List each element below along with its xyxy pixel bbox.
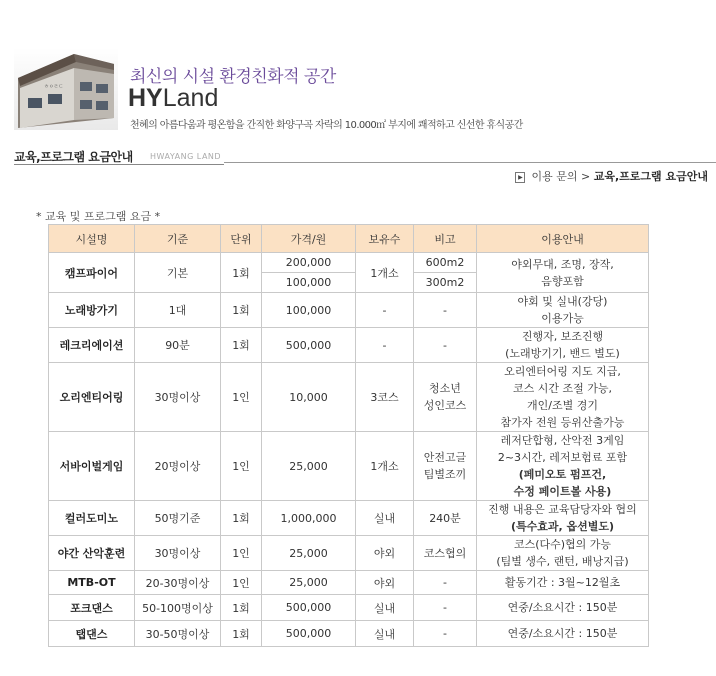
cell-name: 컬러도미노	[49, 501, 135, 536]
cell-note: -	[414, 293, 477, 328]
cell-count: -	[356, 293, 414, 328]
table-row	[49, 595, 649, 621]
cell-info	[477, 536, 649, 571]
cell-count: 야외	[356, 571, 414, 595]
cell-price: 500,000	[262, 621, 356, 647]
cell-price: 500,000	[262, 328, 356, 363]
cell-info	[477, 293, 649, 328]
breadcrumb	[515, 168, 708, 184]
cell-unit: 1회	[221, 293, 262, 328]
table-row	[49, 328, 649, 363]
cell-name: 레크리에이션	[49, 328, 135, 363]
cell-price: 25,000	[262, 432, 356, 501]
cell-count: 실내	[356, 501, 414, 536]
cell-info: 연중/소요시간 : 150분	[477, 595, 649, 621]
cell-name: 서바이벌게임	[49, 432, 135, 501]
info-line: 음향포함	[541, 274, 584, 288]
cell-count: 야외	[356, 536, 414, 571]
note-line: 청소년	[429, 382, 461, 395]
info-line: 코스(다수)협의 가능	[513, 538, 612, 551]
page-title: 교육,프로그램 요금안내	[14, 150, 133, 164]
cell-price: 25,000	[262, 536, 356, 571]
cell-price: 10,000	[262, 363, 356, 432]
col-header-count: 보유수	[356, 225, 414, 253]
cell-unit: 1회	[221, 595, 262, 621]
cell-note: -	[414, 595, 477, 621]
page-title-en: HWAYANG LAND	[150, 152, 222, 161]
cell-note: 600m2	[414, 253, 477, 273]
info-line: 참가자 전원 등위산출가능	[500, 416, 625, 429]
arrow-right-icon: ▶	[515, 172, 525, 183]
info-line: (팀별 생수, 랜턴, 배낭지급)	[496, 555, 629, 568]
cell-note: -	[414, 328, 477, 363]
cell-note	[414, 363, 477, 432]
cell-note: 300m2	[414, 273, 477, 293]
header	[0, 0, 716, 140]
svg-text:ㅎㅇㄹㄷ: ㅎㅇㄹㄷ	[44, 84, 64, 90]
cell-unit: 1인	[221, 363, 262, 432]
cell-price: 1,000,000	[262, 501, 356, 536]
fee-table	[48, 224, 649, 647]
cell-price: 100,000	[262, 273, 356, 293]
info-line: 이용가능	[541, 312, 584, 325]
cell-unit: 1회	[221, 253, 262, 293]
cell-price: 100,000	[262, 293, 356, 328]
cell-price: 200,000	[262, 253, 356, 273]
cell-basis: 50명기준	[135, 501, 221, 536]
cell-note: 코스협의	[414, 536, 477, 571]
cell-unit: 1인	[221, 432, 262, 501]
cell-basis: 30명이상	[135, 363, 221, 432]
cell-note: 240분	[414, 501, 477, 536]
page-title-bar	[14, 146, 716, 166]
table-row	[49, 571, 649, 595]
info-line: 진행자, 보조진행	[521, 330, 604, 343]
col-header-note: 비고	[414, 225, 477, 253]
col-header-basis: 기준	[135, 225, 221, 253]
cell-basis: 20명이상	[135, 432, 221, 501]
col-header-facility: 시설명	[49, 225, 135, 253]
cell-unit: 1회	[221, 621, 262, 647]
info-line: (페미오토 펌프건,	[518, 468, 607, 481]
table-row	[49, 253, 649, 273]
table-row	[49, 536, 649, 571]
info-line: 개인/조별 경기	[527, 399, 598, 412]
subline: 천혜의 아름다움과 평온함을 간직한 화양구곡 자락의 10.000㎡ 부지에 쾌적하고 신선한 휴식공간	[130, 120, 523, 131]
section-label: * 교육 및 프로그램 요금 *	[36, 210, 161, 223]
table-row	[49, 293, 649, 328]
col-header-price: 가격/원	[262, 225, 356, 253]
table-row	[49, 501, 649, 536]
brand-logo-text	[128, 84, 218, 113]
breadcrumb-current: 교육,프로그램 요금안내	[593, 170, 708, 183]
brand-rest: Land	[162, 84, 219, 112]
title-divider	[224, 162, 716, 163]
info-line: 진행 내용은 교육담당자와 협의	[488, 503, 637, 516]
cell-info: 활동기간 : 3월~12월초	[477, 571, 649, 595]
cell-basis: 20-30명이상	[135, 571, 221, 595]
cell-basis: 90분	[135, 328, 221, 363]
cell-info	[477, 501, 649, 536]
col-header-unit: 단위	[221, 225, 262, 253]
note-line: 안전고글	[423, 451, 467, 464]
cell-basis: 1대	[135, 293, 221, 328]
cell-unit: 1인	[221, 536, 262, 571]
info-line: 코스 시간 조절 가능,	[513, 382, 612, 395]
cell-info	[477, 328, 649, 363]
breadcrumb-parent[interactable]: 이용 문의	[531, 170, 578, 183]
table-header-row	[49, 225, 649, 253]
cell-basis: 기본	[135, 253, 221, 293]
cell-name: 캠프파이어	[49, 253, 135, 293]
note-line: 성인코스	[423, 399, 467, 412]
cell-count: 1개소	[356, 253, 414, 293]
cell-name: 포크댄스	[49, 595, 135, 621]
cell-count: -	[356, 328, 414, 363]
info-line: (노래방기기, 밴드 별도)	[505, 347, 620, 360]
cell-name: 오리엔티어링	[49, 363, 135, 432]
cell-count: 3코스	[356, 363, 414, 432]
cell-info: 연중/소요시간 : 150분	[477, 621, 649, 647]
cell-unit: 1회	[221, 501, 262, 536]
cell-info	[477, 363, 649, 432]
cell-unit: 1인	[221, 571, 262, 595]
info-line: 2~3시간, 레저보험료 포함	[497, 451, 628, 464]
info-line: 수정 페이트볼 사용)	[513, 485, 612, 498]
info-line: (특수효과, 옵션별도)	[510, 520, 615, 533]
info-line: 오리엔터어링 지도 지급,	[504, 365, 621, 378]
cell-count: 실내	[356, 621, 414, 647]
cell-name: 탭댄스	[49, 621, 135, 647]
cell-note: -	[414, 621, 477, 647]
cell-price: 500,000	[262, 595, 356, 621]
cell-info	[477, 253, 649, 293]
cell-info	[477, 432, 649, 501]
cell-count: 실내	[356, 595, 414, 621]
table-row	[49, 621, 649, 647]
cell-name: 야간 산악훈련	[49, 536, 135, 571]
cell-unit: 1회	[221, 328, 262, 363]
table-row	[49, 363, 649, 432]
info-line: 야회 및 실내(강당)	[517, 295, 608, 308]
building-photo	[14, 48, 118, 130]
info-line: 레저단합형, 산악전 3게임	[500, 434, 625, 447]
note-line: 팀별조끼	[423, 468, 467, 481]
cell-note	[414, 432, 477, 501]
table-row	[49, 432, 649, 501]
cell-note: -	[414, 571, 477, 595]
tagline: 최신의 시설 환경친화적 공간	[130, 67, 336, 87]
info-line: 야외무대, 조명, 장작,	[511, 257, 614, 271]
cell-basis: 30명이상	[135, 536, 221, 571]
cell-basis: 50-100명이상	[135, 595, 221, 621]
cell-price: 25,000	[262, 571, 356, 595]
cell-name: MTB-OT	[49, 571, 135, 595]
cell-count: 1개소	[356, 432, 414, 501]
col-header-info: 이용안내	[477, 225, 649, 253]
breadcrumb-separator: >	[581, 170, 591, 183]
title-underline	[14, 164, 224, 165]
cell-name: 노래방가기	[49, 293, 135, 328]
brand-bold: HY	[128, 84, 163, 112]
cell-basis: 30-50명이상	[135, 621, 221, 647]
